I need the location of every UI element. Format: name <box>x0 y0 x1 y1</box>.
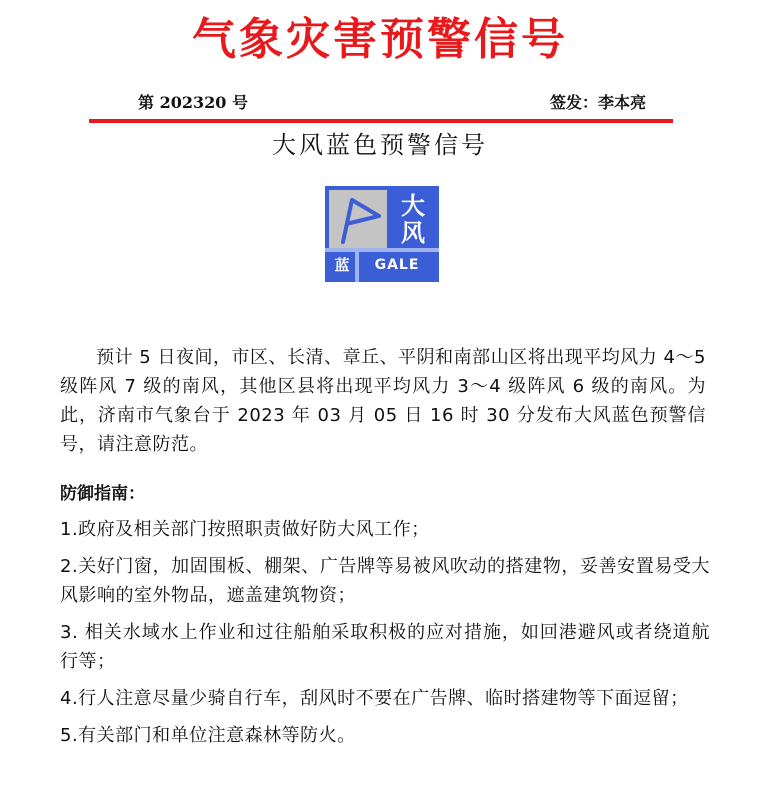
warning-body-paragraph: 预计 5 日夜间，市区、长清、章丘、平阴和南部山区将出现平均风力 4～5 级阵风 7 级的南风，其他区县将出现平均风力 3～4 级阵风 6 级的南风。为此，济南市气象台于 2023 年 03 月 05 日 16 时 30 分发布大风蓝色预警信号，请注意防范。 <box>60 347 706 455</box>
document-number: 第 202320 号 <box>138 93 248 112</box>
guide-heading: 防御指南： <box>60 484 145 504</box>
guide-list <box>60 515 710 758</box>
icon-blue-label: 蓝 <box>329 252 355 278</box>
icon-grey-panel <box>329 190 387 248</box>
icon-gale-label: GALE <box>359 252 435 278</box>
page-title: 气象灾害预警信号 <box>192 14 568 65</box>
icon-char-da: 大 <box>401 192 425 220</box>
guide-item: 3. 相关水域水上作业和过往船舶采取积极的应对措施，如回港避风或者绕道航行等； <box>60 622 710 672</box>
guide-item: 1.政府及相关部门按照职责做好防大风工作； <box>60 519 430 540</box>
wind-flag-icon <box>335 194 385 244</box>
guide-item: 2.关好门窗，加固围板、棚架、广告牌等易被风吹动的搭建物，妥善安置易受大风影响的室外物品，遮盖建筑物资； <box>60 556 710 606</box>
guide-item: 4.行人注意尽量少骑自行车，刮风时不要在广告牌、临时搭建物等下面逗留； <box>60 688 689 709</box>
guide-item: 5.有关部门和单位注意森林等防火。 <box>60 725 356 746</box>
gale-blue-warning-icon <box>325 186 439 282</box>
issuer-signature: 签发：李本亮 <box>549 93 646 112</box>
icon-char-feng: 风 <box>401 219 425 247</box>
warning-subtitle: 大风蓝色预警信号 <box>272 131 488 159</box>
red-divider-line <box>89 119 673 123</box>
